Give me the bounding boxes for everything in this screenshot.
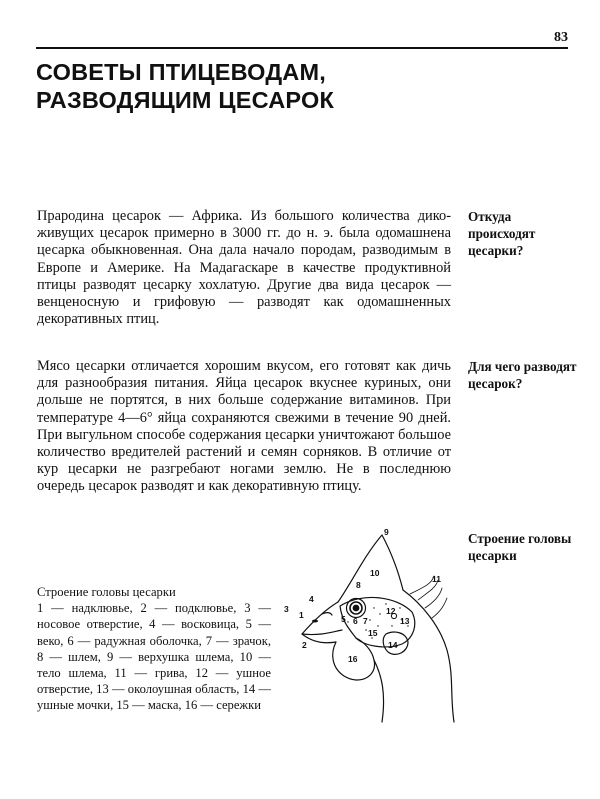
- figure-label-7: 7: [363, 616, 368, 626]
- figure-label-12: 12: [386, 606, 396, 616]
- page-title-line-1: СОВЕТЫ ПТИЦЕВОДАМ,: [36, 59, 326, 85]
- front-neck-outline: [374, 660, 384, 722]
- header-rule: [36, 47, 568, 49]
- page-title: [36, 58, 456, 114]
- side-heading-purpose: Для чего разводят цесарок?: [468, 359, 577, 391]
- figure-caption-body: 1 — надклювье, 2 — подклювье, 3 — носовое отверстие, 4 — восковица, 5 — веко, 6 — радужная оболочка, 7 — зрачок, 8 — шлем, 9 — верхушка шлема, 10 — тело шлема, 11 — грива, 12 — ушное отверстие, 13 — околоушная область, 14 — ушные мочки, 15 — маска, 16 — сережки: [37, 601, 271, 713]
- figure-label-3: 3: [284, 604, 289, 614]
- side-heading-head-structure: Строение головы цесарки: [468, 531, 572, 563]
- figure-label-2: 2: [302, 640, 307, 650]
- figure-label-13: 13: [400, 616, 410, 626]
- nostril: [312, 620, 318, 623]
- cere-outline: [322, 613, 332, 615]
- figure-label-6: 6: [353, 616, 358, 626]
- figure-label-5: 5: [341, 614, 346, 624]
- paragraph-purpose: Мясо цесарки отличается хорошим вкусом, его готовят как дичь для разнообразия питания. Яйца цесарок вкуснее куриных, они дольше не портятся, в них больше содержание витаминов. При температуре 4—6° яйца сохраняются свежими в течение 90 дней. При выгульном способе содержания цесарки уничтожают большое количество вредителей растений и семян сорняков. В отличие от кур цесарки не разгребают ногами землю. Не в последнюю очередь цесарок разводят и как декоративную птицу.: [37, 358, 451, 495]
- pupil: [353, 605, 360, 612]
- figure-label-9: 9: [384, 527, 389, 537]
- figure-label-16: 16: [348, 654, 358, 664]
- guinea-fowl-head-illustration: [282, 526, 472, 726]
- figure-label-14: 14: [388, 640, 398, 650]
- page-title-line-2: РАЗВОДЯЩИМ ЦЕСАРОК: [36, 87, 335, 113]
- paragraph-origin: Прародина цесарок — Африка. Из большого количества дико-живущих цесарок примерно в 3000 гг. до н. э. была одомашнена цесарка обыкновенная. Она дала начало породам, разводимым в Европе и Америке. На Мадагаскаре в качестве продуктивной птицы разводят цесарку хохлатую. Другие два вида цесарок — венценосную и грифовую — разводят как одомашненных декоративных птиц.: [37, 208, 451, 328]
- mane-outline: [403, 590, 454, 722]
- upper-bill-outline: [302, 602, 342, 635]
- figure-label-11: 11: [432, 574, 441, 584]
- lower-bill-outline: [302, 634, 336, 643]
- figure-label-8: 8: [356, 580, 361, 590]
- figure-caption-title: Строение головы цесарки: [37, 585, 176, 599]
- page-number: 83: [554, 30, 568, 45]
- figure-label-1: 1: [299, 610, 304, 620]
- figure-caption: [37, 584, 271, 714]
- figure-label-15: 15: [368, 628, 378, 638]
- side-heading-origin: Откуда происходят цесарки?: [468, 209, 536, 258]
- mane-feathers: [410, 576, 447, 618]
- figure-label-10: 10: [370, 568, 380, 578]
- figure-label-4: 4: [309, 594, 314, 604]
